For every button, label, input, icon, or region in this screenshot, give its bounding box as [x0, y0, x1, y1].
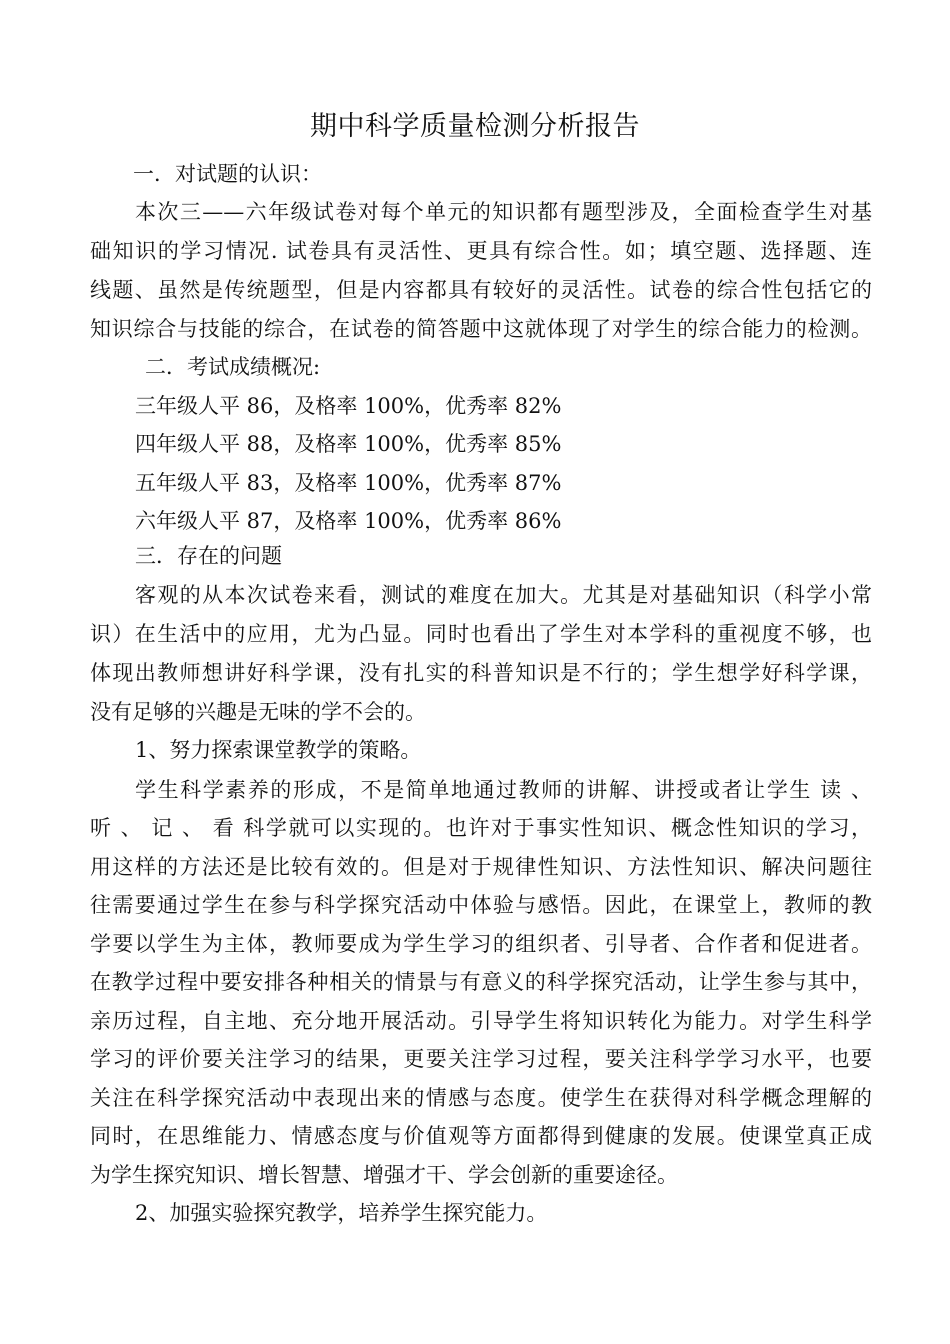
- section-heading-1: 一．对试题的认识：: [133, 162, 322, 186]
- paragraph-line: 线题、虽然是传统题型，但是内容都具有较好的灵活性。试卷的综合性包括它的: [90, 278, 872, 302]
- paragraph-line: 客观的从本次试卷来看，测试的难度在加大。尤其是对基础知识（科学小常: [135, 583, 872, 607]
- paragraph-line: 同时，在思维能力、情感态度与价值观等方面都得到健康的发展。使课堂真正成: [90, 1124, 872, 1148]
- paragraph-line: 学习的评价要关注学习的结果，更要关注学习过程，要关注科学学习水平，也要: [90, 1047, 872, 1071]
- paragraph-line: 学生科学素养的形成，不是简单地通过教师的讲解、讲授或者让学生 读 、: [135, 778, 872, 802]
- paragraph-line: 为学生探究知识、增长智慧、增强才干、学会创新的重要途径。: [90, 1163, 678, 1187]
- score-line-grade4: 四年级人平 88，及格率 100%，优秀率 85%: [135, 432, 562, 456]
- paragraph-line: 知识综合与技能的综合，在试卷的简答题中这就体现了对学生的综合能力的检测。: [90, 317, 872, 341]
- paragraph-line: 关注在科学探究活动中表现出来的情感与态度。使学生在获得对科学概念理解的: [90, 1086, 872, 1110]
- section-heading-3: 三．存在的问题: [135, 544, 282, 568]
- paragraph-line: 体现出教师想讲好科学课，没有扎实的科普知识是不行的；学生想学好科学课，: [90, 661, 872, 685]
- paragraph-line: 亲历过程，自主地、充分地开展活动。引导学生将知识转化为能力。对学生科学: [90, 1009, 872, 1033]
- subsection-heading-2: 2、加强实验探究教学，培养学生探究能力。: [135, 1201, 548, 1225]
- score-line-grade3: 三年级人平 86，及格率 100%，优秀率 82%: [135, 394, 562, 418]
- section-heading-2: 二．考试成绩概况:: [145, 355, 321, 379]
- paragraph-line: 识）在生活中的应用，尤为凸显。同时也看出了学生对本学科的重视度不够，也: [90, 622, 872, 646]
- score-line-grade5: 五年级人平 83，及格率 100%，优秀率 87%: [135, 471, 562, 495]
- paragraph-line: 础知识的学习情况. 试卷具有灵活性、更具有综合性。如；填空题、选择题、连: [90, 239, 872, 263]
- paragraph-line: 往需要通过学生在参与科学探究活动中体验与感悟。因此，在课堂上，教师的教: [90, 893, 872, 917]
- paragraph-line: 在教学过程中要安排各种相关的情景与有意义的科学探究活动，让学生参与其中，: [90, 970, 872, 994]
- paragraph-line: 没有足够的兴趣是无味的学不会的。: [90, 700, 426, 724]
- paragraph-line: 听 、 记 、 看 科学就可以实现的。也许对于事实性知识、概念性知识的学习，: [90, 816, 872, 840]
- score-line-grade6: 六年级人平 87，及格率 100%，优秀率 86%: [135, 509, 562, 533]
- paragraph-line: 本次三——六年级试卷对每个单元的知识都有题型涉及，全面检查学生对基: [135, 200, 872, 224]
- document-title: 期中科学质量检测分析报告: [310, 111, 640, 142]
- subsection-heading-1: 1、努力探索课堂教学的策略。: [135, 738, 422, 762]
- paragraph-line: 学要以学生为主体，教师要成为学生学习的组织者、引导者、合作者和促进者。: [90, 932, 872, 956]
- paragraph-line: 用这样的方法还是比较有效的。但是对于规律性知识、方法性知识、解决问题往: [90, 855, 872, 879]
